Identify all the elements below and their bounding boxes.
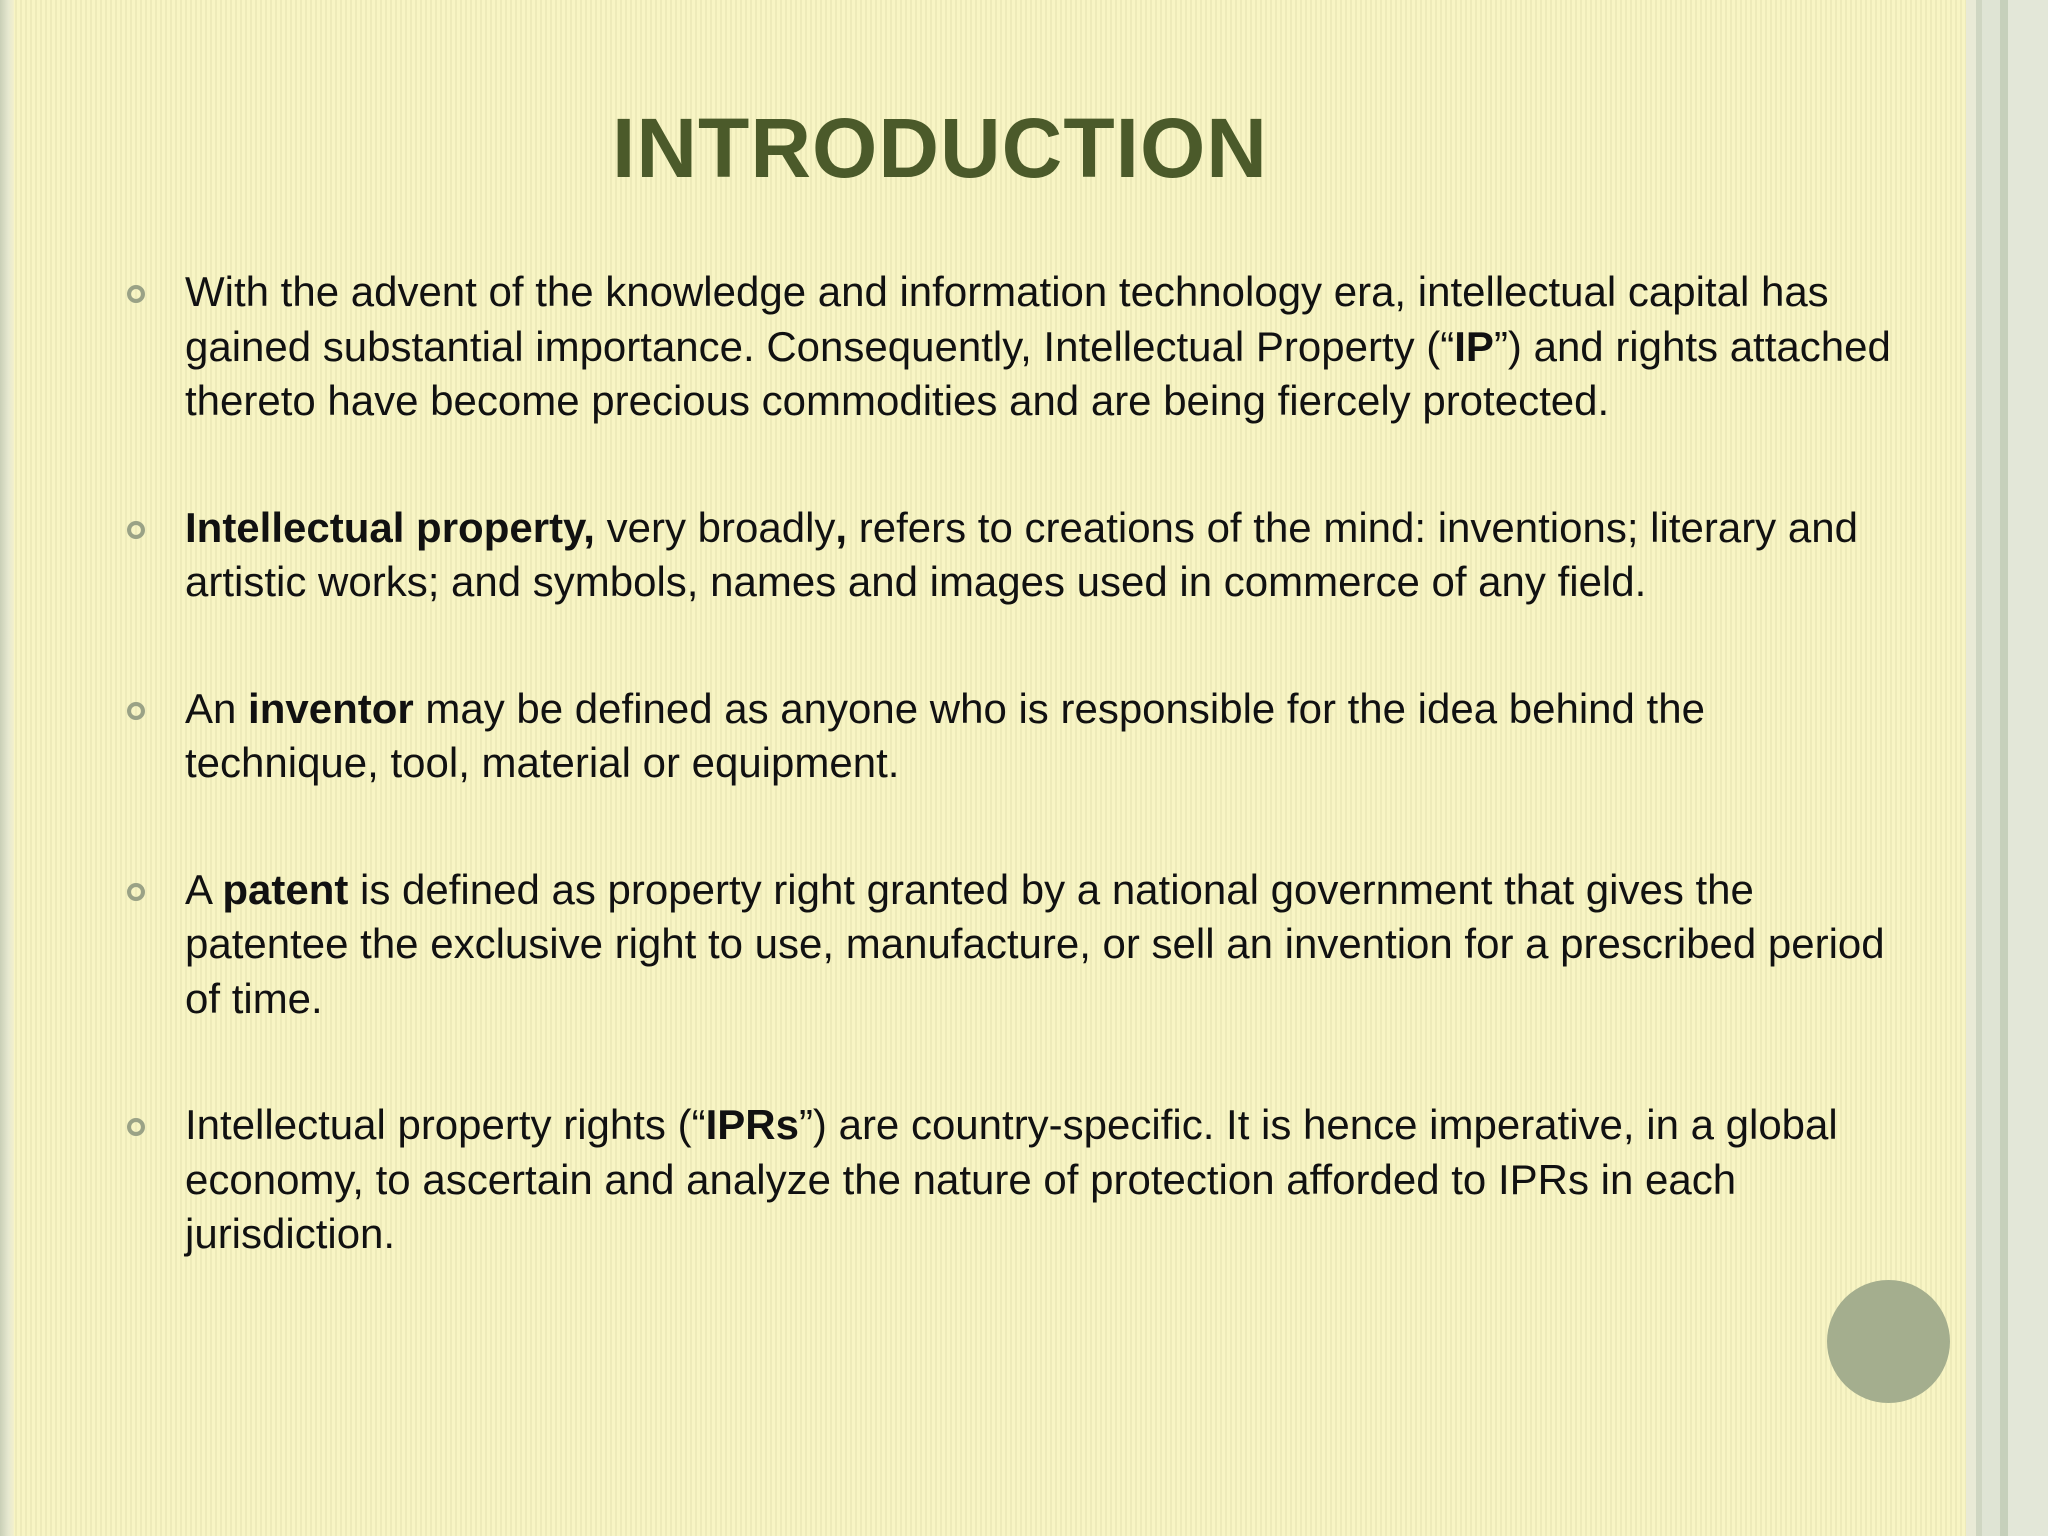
text-segment: ”) are country-specific. It is hence imperative, in a global economy, to ascertain and analyze the nature of protection afforded to IPRs in each jurisdiction. [185, 1101, 1838, 1257]
bullet-item-4 [185, 863, 1905, 1027]
bullet-icon [127, 883, 145, 901]
text-segment: An [185, 684, 249, 732]
bullet-item-2 [185, 501, 1905, 610]
bullet-icon [127, 285, 145, 303]
bullet-text [185, 685, 1705, 787]
bold-term-iprs: IPRs [705, 1101, 799, 1148]
bullet-icon [127, 521, 145, 539]
bullet-text [185, 504, 1858, 606]
slide-title: INTRODUCTION [612, 101, 1268, 195]
slide-right-panel [1966, 0, 2048, 1536]
bullet-list [185, 265, 1905, 1334]
bullet-text [185, 268, 1891, 424]
slide-left-border [0, 0, 14, 1536]
bold-term-inventor: inventor [248, 684, 414, 732]
text-segment-bold-comma: , [835, 503, 848, 551]
text-segment: refers to creations of the mind: inventions; literary and artistic works; and symbols, names and images used in commerce of any field. [185, 503, 1858, 605]
text-segment: With the advent of the knowledge and information technology era, intellectual capital has gained substantial importance. Consequently, Intellectual Property (“ [185, 268, 1829, 370]
bullet-item-1 [185, 265, 1905, 429]
text-segment: very broadly [594, 503, 836, 551]
bullet-item-5 [185, 1098, 1905, 1262]
decorative-circle [1827, 1280, 1950, 1403]
text-segment: ”) and rights attached thereto have become precious commodities and are being fiercely protected. [185, 322, 1891, 424]
bullet-icon [127, 702, 145, 720]
text-segment: Intellectual property rights (“ [185, 1101, 706, 1148]
bullet-item-3 [185, 682, 1905, 791]
bold-term-ip: IP [1454, 322, 1494, 370]
bullet-text [185, 866, 1885, 1022]
bullet-text [185, 1101, 1838, 1257]
bullet-icon [127, 1118, 145, 1136]
text-segment: A [185, 865, 223, 913]
text-segment: may be defined as anyone who is responsible for the idea behind the technique, tool, material or equipment. [185, 684, 1705, 786]
bold-term-patent: patent [222, 865, 349, 913]
bold-term-intellectual-property: Intellectual property, [185, 503, 595, 551]
text-segment: is defined as property right granted by a national government that gives the patentee the exclusive right to use, manufacture, or sell an invention for a prescribed period of time. [185, 865, 1885, 1022]
